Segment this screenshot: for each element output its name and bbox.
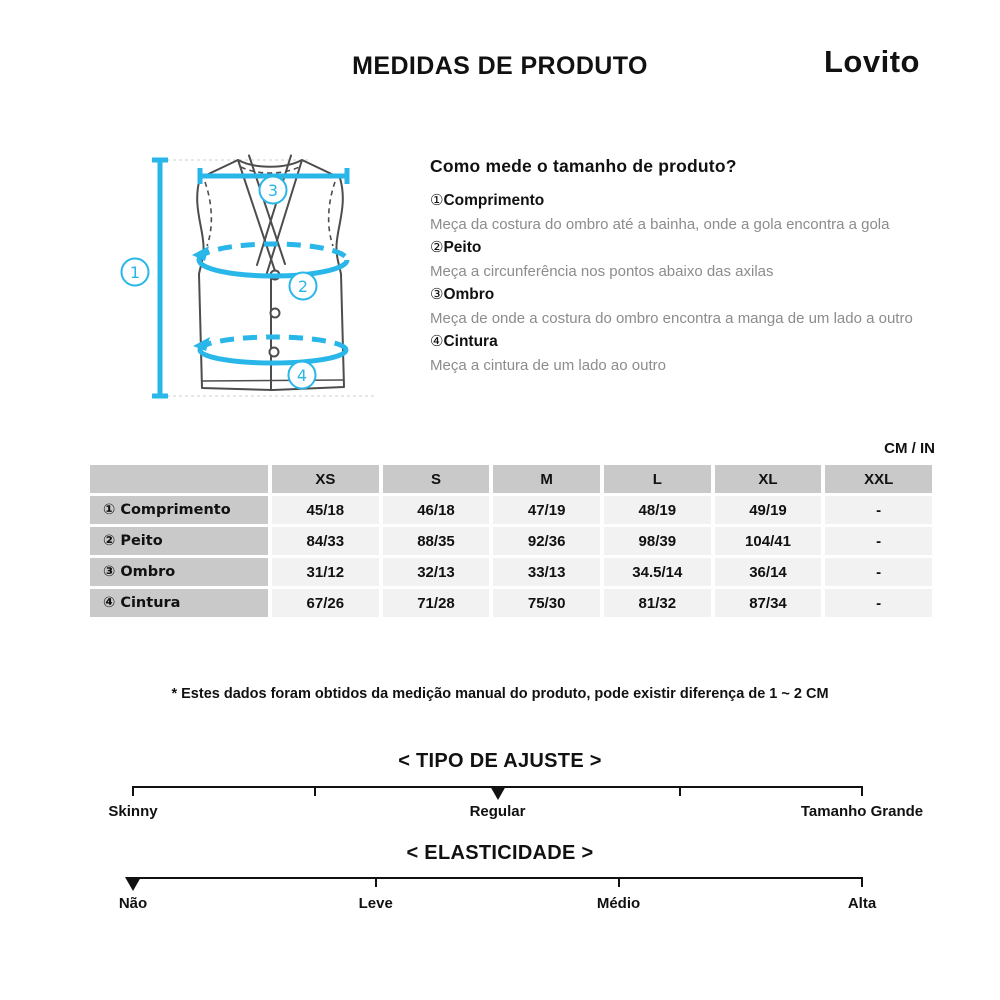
scale-label: Médio bbox=[596, 895, 641, 912]
table-value: 32/13 bbox=[383, 558, 490, 586]
brand-logo: Lovito bbox=[824, 44, 920, 79]
table-header: XS bbox=[272, 465, 379, 493]
table-value: 47/19 bbox=[493, 496, 600, 524]
badge-4: 4 bbox=[296, 366, 308, 385]
scale-tick bbox=[679, 786, 681, 796]
table-value: 46/18 bbox=[383, 496, 490, 524]
table-value: 45/18 bbox=[272, 496, 379, 524]
measurement-note: * Estes dados foram obtidos da medição manual do produto, pode existir diferença de 1 ~ 2 CM bbox=[171, 686, 829, 702]
table-value: 31/12 bbox=[272, 558, 379, 586]
row-label: ② Peito bbox=[90, 527, 268, 555]
howto-item bbox=[430, 283, 942, 330]
scale-tick bbox=[861, 877, 863, 887]
elasticity-marker-icon bbox=[125, 877, 141, 891]
table-value: - bbox=[825, 589, 932, 617]
howto-item bbox=[430, 236, 942, 283]
item-name: Peito bbox=[443, 239, 482, 256]
table-value: 34.5/14 bbox=[604, 558, 711, 586]
table-value: 92/36 bbox=[493, 527, 600, 555]
item-description: Meça da costura do ombro até a bainha, onde a gola encontra a gola bbox=[430, 215, 890, 233]
item-name: Ombro bbox=[443, 286, 495, 303]
item-number: ① bbox=[430, 191, 444, 209]
table-value: - bbox=[825, 527, 932, 555]
fit-marker-icon bbox=[490, 786, 506, 800]
item-number: ③ bbox=[430, 285, 444, 303]
scale-label: Skinny bbox=[108, 803, 158, 820]
item-description: Meça a circunferência nos pontos abaixo das axilas bbox=[430, 262, 774, 280]
table-value: 48/19 bbox=[604, 496, 711, 524]
howto-item bbox=[430, 330, 942, 377]
fit-scale-line bbox=[133, 786, 862, 788]
table-value: 33/13 bbox=[493, 558, 600, 586]
table-header-empty bbox=[90, 465, 268, 493]
fit-scale-labels bbox=[108, 803, 924, 823]
vest-measurement-diagram bbox=[110, 140, 420, 430]
row-label: ③ Ombro bbox=[90, 558, 268, 586]
table-header: XXL bbox=[825, 465, 932, 493]
item-number: ④ bbox=[430, 332, 444, 350]
elasticity-scale-labels bbox=[118, 895, 877, 915]
table-value: 71/28 bbox=[383, 589, 490, 617]
table-value: 88/35 bbox=[383, 527, 490, 555]
table-header: XL bbox=[715, 465, 822, 493]
table-value: - bbox=[825, 496, 932, 524]
badge-3: 3 bbox=[267, 181, 279, 200]
scale-tick bbox=[314, 786, 316, 796]
row-label: ④ Cintura bbox=[90, 589, 268, 617]
table-value: 36/14 bbox=[715, 558, 822, 586]
table-value: 87/34 bbox=[715, 589, 822, 617]
item-description: Meça de onde a costura do ombro encontra a manga de um lado a outro bbox=[430, 309, 913, 327]
scale-tick bbox=[861, 786, 863, 796]
row-label: ① Comprimento bbox=[90, 496, 268, 524]
scale-label: Regular bbox=[469, 803, 526, 820]
unit-label: CM / IN bbox=[884, 440, 935, 457]
item-name: Cintura bbox=[443, 333, 498, 350]
howto-item bbox=[430, 189, 942, 236]
scale-label: Tamanho Grande bbox=[800, 803, 924, 820]
table-header: M bbox=[493, 465, 600, 493]
elasticity-scale-title: < ELASTICIDADE > bbox=[406, 842, 594, 864]
button-icon bbox=[271, 309, 280, 318]
table-value: 75/30 bbox=[493, 589, 600, 617]
table-value: 98/39 bbox=[604, 527, 711, 555]
badge-2: 2 bbox=[297, 277, 309, 296]
howto-heading: Como mede o tamanho de produto? bbox=[430, 156, 737, 176]
table-value: 67/26 bbox=[272, 589, 379, 617]
table-value: 84/33 bbox=[272, 527, 379, 555]
scale-tick bbox=[375, 877, 377, 887]
button-icon bbox=[270, 348, 279, 357]
page-title: MEDIDAS DE PRODUTO bbox=[352, 52, 648, 80]
fit-scale-title: < TIPO DE AJUSTE > bbox=[398, 750, 602, 772]
table-value: 104/41 bbox=[715, 527, 822, 555]
scale-label: Não bbox=[118, 895, 148, 912]
scale-label: Leve bbox=[358, 895, 393, 912]
badge-1: 1 bbox=[129, 263, 141, 282]
elasticity-scale-line bbox=[133, 877, 862, 879]
scale-tick bbox=[132, 786, 134, 796]
howto-section bbox=[430, 156, 942, 377]
item-number: ② bbox=[430, 238, 444, 256]
table-header: S bbox=[383, 465, 490, 493]
length-measure-line bbox=[152, 160, 168, 396]
item-description: Meça a cintura de um lado ao outro bbox=[430, 356, 666, 374]
scale-label: Alta bbox=[847, 895, 877, 912]
table-value: 81/32 bbox=[604, 589, 711, 617]
table-value: - bbox=[825, 558, 932, 586]
size-table bbox=[90, 465, 932, 617]
scale-tick bbox=[618, 877, 620, 887]
table-header: L bbox=[604, 465, 711, 493]
table-value: 49/19 bbox=[715, 496, 822, 524]
item-name: Comprimento bbox=[443, 192, 545, 209]
